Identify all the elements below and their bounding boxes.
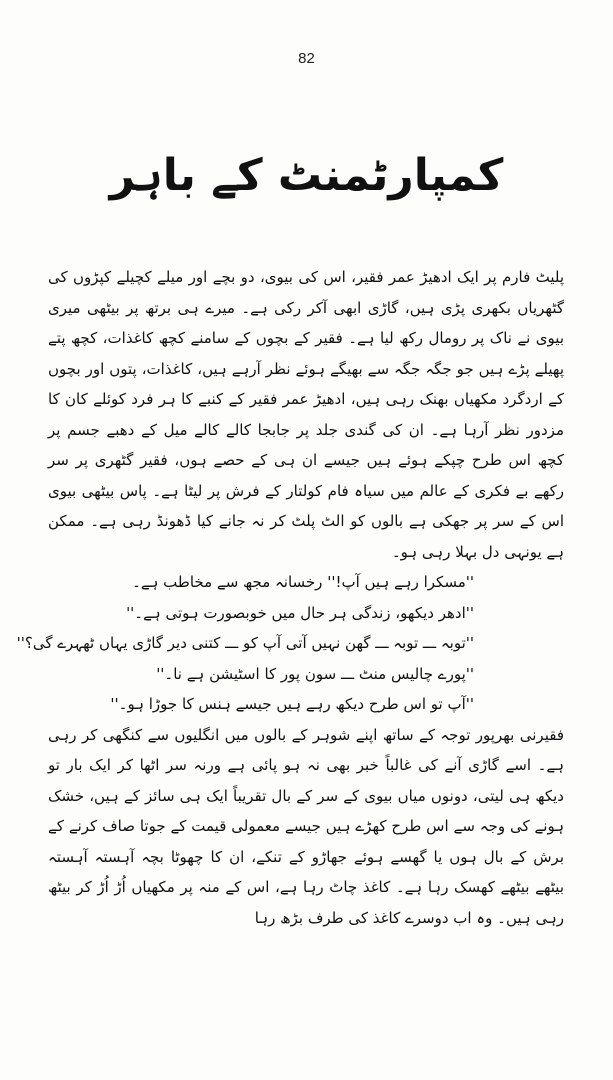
dialogue-line-1: ''مسکرا رہے ہیں آپ!'' رخسانہ مجھ سے مخاطب ہے۔ xyxy=(132,573,474,591)
dialogue-line-3: ''توبہ ـــ توبہ ـــ گھن نہیں آتی آپ کو ـــ کتنی دیر گاڑی یہاں ٹھہرے گی؟'' xyxy=(16,634,474,652)
dialogue-line-4: ''پورے چالیس منٹ ـــ سون پور کا اسٹیشن ہے نا۔'' xyxy=(156,664,474,683)
paragraph-2: فقیرنی بھرپور توجہ کے ساتھ اپنے شوہر کے بالوں میں انگلیوں سے کنگھی کر رہی ہے۔ اسے گاڑی آنے کی غالباً خبر بھی نہ ہو پائی ہے ورنہ سر اٹھا کر ایک بار تو دیکھ ہی لیتی، دونوں میاں بیوی کے سر کے بال تقریباً ایک ہی سائز کے ہیں، خشک ہونے کی وجہ سے اس طرح کھڑے ہیں جیسے معمولی قیمت کے جوتا صاف کرنے کے برش کے بال ہوں یا گھسے ہوئے جھاڑو کے تنکے، ان کا چھوٹا بچہ آہستہ آہستہ بیٹھے بیٹھے کھسک رہا ہے۔ کاغذ چاٹ رہا ہے، اس کے منہ پر مکھیاں اُڑ اُڑ کر بیٹھ رہی ہیں۔ وہ اب دوسرے کاغذ کی طرف بڑھ رہا xyxy=(48,725,564,927)
dialogue-line-2: ''ادھر دیکھو، زندگی ہر حال میں خوبصورت ہوتی ہے۔'' xyxy=(126,603,474,622)
dialogue-line-5: ''آپ تو اس طرح دیکھ رہے ہیں جیسے ہنس کا جوڑا ہو۔'' xyxy=(110,695,474,713)
chapter-title: کمپارٹمنٹ کے باہر xyxy=(109,150,504,201)
body-text xyxy=(16,262,564,933)
page-number: 82 xyxy=(298,50,315,67)
paragraph-1: پلیٹ فارم پر ایک ادھیڑ عمر فقیر، اس کی بیوی، دو بچے اور میلے کچیلے کپڑوں کی گٹھریاں بکھری پڑی ہیں، گاڑی ابھی آکر رکی ہے۔ میرے ہی برتھ پر بیٹھی میری بیوی نے ناک پر رومال رکھ لیا ہے۔ فقیر کے بچوں کے سامنے کچھ کاغذات، کچھ پتے پھیلے پڑے ہیں جو جگہ جگہ سے بھیگے ہوئے نظر آرہے ہیں، کاغذات، پتوں اور بچوں کے اردگرد مکھیاں بھنک رہی ہیں، ادھیڑ عمر فقیر کے کنبے کا ہر فرد کوئلے کان کا مزدور نظر آرہا ہے۔ ان کی گندی جلد پر جابجا کالے کالے میل کے دھبے جسم پر کچھ اس طرح چپکے ہوئے ہیں جیسے ان ہی کے حصے ہوں، فقیر گٹھری پر سر رکھے بے فکری کے عالم میں سیاہ فام کولتار کے فرش پر لیٹا ہے۔ پاس بیٹھی بیوی اس کے سر پر جھکی ہے بالوں کو الٹ پلٹ کر نہ جانے کیا ڈھونڈ رہی ہے۔ ممکن ہے یونہی دل بہلا رہی ہو۔ xyxy=(48,268,564,561)
